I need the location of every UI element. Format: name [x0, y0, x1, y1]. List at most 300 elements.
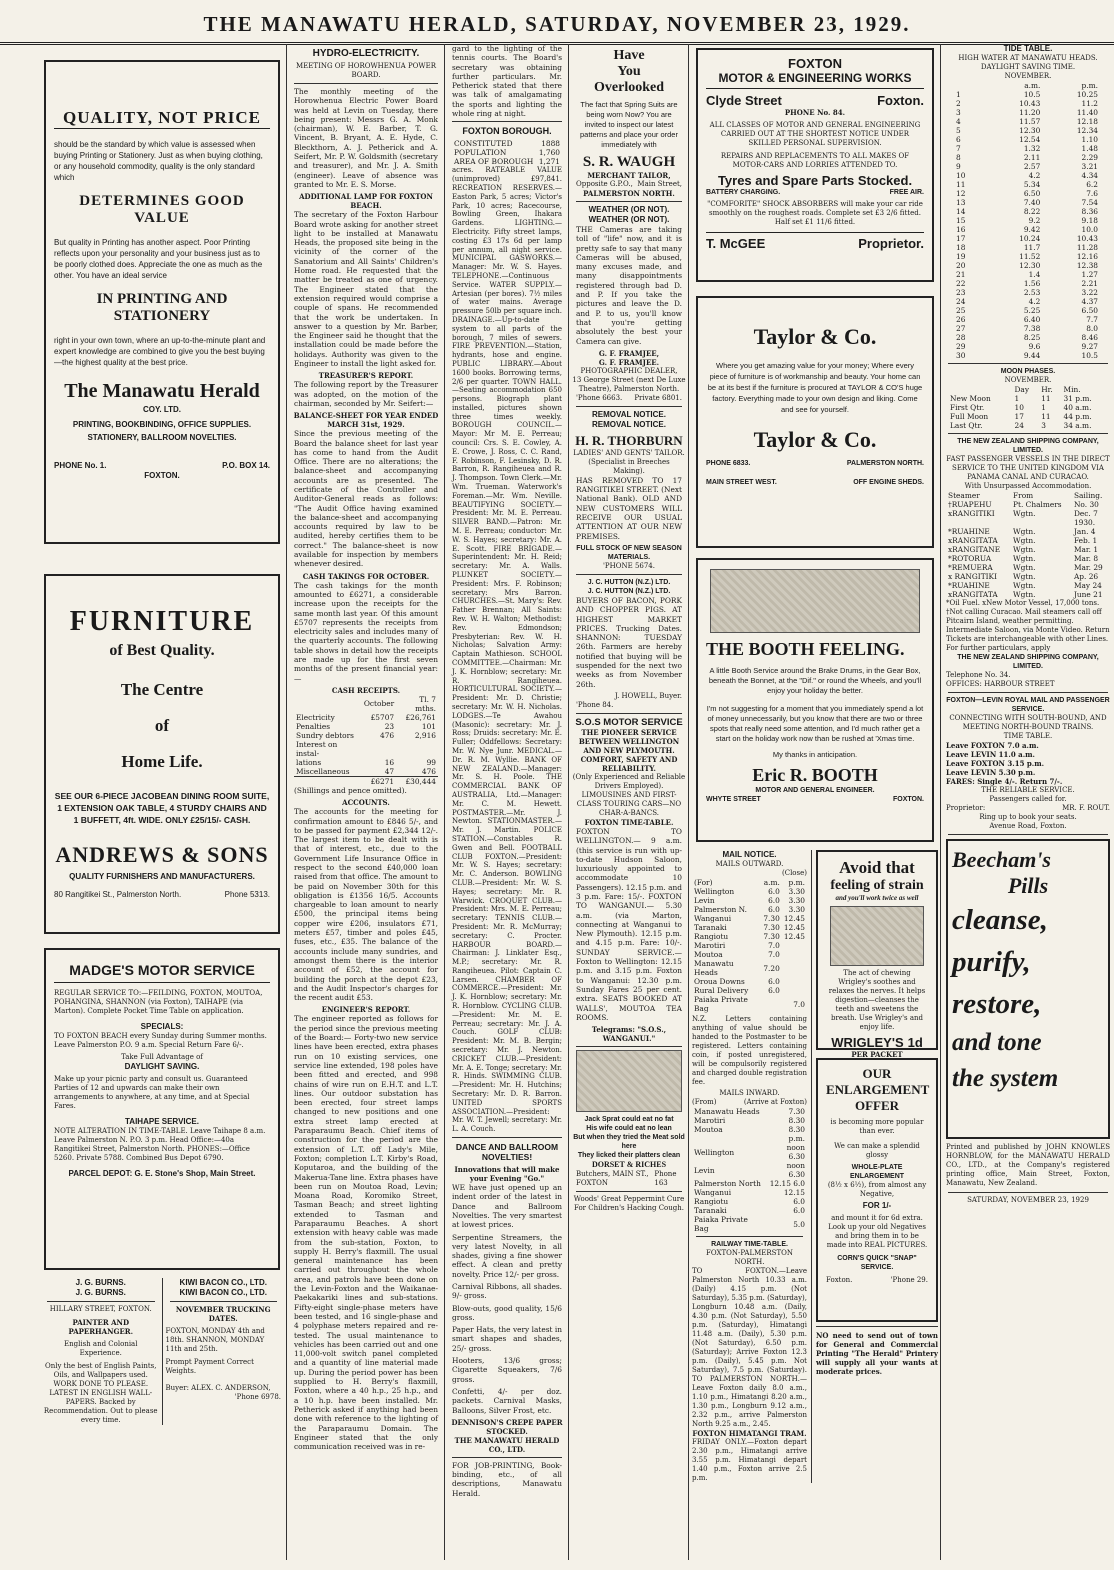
madge-motor-ad	[44, 948, 280, 1270]
table-row: 30 9.44 10.5	[956, 351, 1098, 360]
firm-town: Foxton.	[826, 1276, 853, 1284]
table-row: *RUAHINE Wgtn. May 24	[948, 581, 1102, 590]
firm-name: H. R. THORBURN	[575, 432, 683, 448]
notice-label: (Close)	[781, 869, 807, 877]
ad-text: TO FOXTON BEACH every Sunday during Summer months. Leave Palmerston P.O. 9 a.m. Special Return Fare 6/-.	[54, 1032, 267, 1049]
burns-ad	[40, 1278, 163, 1425]
ad-text: My thanks in anticipation.	[772, 750, 858, 759]
ad-headline: feeling of strain	[830, 878, 924, 893]
table-row: 11 5.34 6.2	[956, 180, 1098, 189]
table-row: CONSTITUTED 1888	[454, 139, 560, 149]
directory-headline: FOXTON BOROUGH.	[462, 126, 552, 137]
article-headline: HYDRO-ELECTRICITY.	[312, 48, 420, 59]
ad-sub: Innovations that will make your Evening "Go."	[454, 1165, 560, 1184]
table-row: 18 11.7 11.28	[956, 243, 1098, 252]
table-row: p.m.	[788, 1134, 805, 1143]
firm-address: HILLARY STREET, FOXTON.	[49, 1305, 152, 1313]
table-row: Levin 6.0 3.30	[694, 896, 805, 905]
tide-subhead: HIGH WATER AT MANAWATU HEADS.	[958, 54, 1098, 62]
firm-name: KIWI BACON CO., LTD.	[179, 1278, 267, 1287]
office-worker-illustration	[830, 906, 924, 966]
ad-text: FOR JOB-PRINTING, Book-binding, etc., of all descriptions, Manawatu Herald.	[452, 1460, 562, 1498]
table-row: 23 2.53 3.22	[956, 288, 1098, 297]
firm-town: PALMERSTON NORTH.	[846, 460, 924, 467]
firm-town: FOXTON.	[144, 471, 180, 480]
firm-name: DORSET & RICHES	[591, 1160, 667, 1170]
sailings-table	[946, 491, 1110, 599]
table-row: Wellington noon 6.30	[694, 1143, 805, 1161]
firm-trade: PAINTER AND PAPERHANGER.	[68, 1318, 134, 1336]
table-row: Oroua Downs 6.0	[694, 977, 780, 986]
article-subhead: MEETING OF HOROWHENUA POWER BOARD.	[296, 62, 436, 79]
ad-text: BATTERY CHARGING.	[706, 189, 781, 196]
service-proprietor: MR. F. ROUT.	[1062, 804, 1110, 812]
ad-text: They licked their platters clean	[577, 1152, 681, 1160]
table-row: x RANGITIKI Wgtn. Ap. 26	[948, 572, 1099, 581]
ad-text: FOXTON TO WELLINGTON.— 9 a.m. (this service is run with up-to-date Hudson Saloon, luxuriously appointed to accommodate 10 Passengers). 12.15 p.m. and 3 p.m. Fare: 15/-. FOXTON TO WANGANUI.— 5.30 a.m. (via Marton, connecting at Wanganui to New Plymouth). 12.15 p.m. and 4.15 p.m. Fare: 10/-. SUNDAY SERVICE.— Foxton to Wellington: 12.15 p.m. and 3.15 p.m. Foxton to Wanganui: 12.30 p.m. Sunday Fares 25 per cent. extra. SEATS BOOKED AT WALLS', MOUTOA TEA ROOMS.	[576, 826, 682, 1022]
ad-text: REPAIRS AND REPLACEMENTS TO ALL MAKES OF MOTOR-CARS AND LORRIES ATTENDED TO.	[720, 152, 910, 169]
table-row: Wellington 6.0 3.30	[694, 887, 805, 896]
table-row: 21 1.4 1.27	[956, 270, 1098, 279]
brand-name: WRIGLEY'S	[831, 1035, 904, 1050]
ad-headline: DANCE AND BALLROOM NOVELTIES!	[455, 1142, 559, 1163]
table-header: Day	[1014, 385, 1030, 394]
shipping-text: OFFICES: HARBOUR STREET	[946, 680, 1055, 688]
firm-phone: PHONE No. 1.	[54, 461, 107, 470]
ad-headline: Overlooked	[594, 80, 664, 95]
column-rule	[940, 44, 941, 1560]
ad-text: NO need to send out of town for General and Commercial Printing "The Herald" Printery will supply all your wants at moderate prices.	[816, 1331, 938, 1376]
table-header: Hr.	[1041, 385, 1053, 394]
table-header: Steamer	[948, 491, 980, 500]
table-row: Rangiotu 7.30 12.45	[694, 932, 805, 941]
notice-subhead: FOXTON-PALMERSTON NORTH.	[705, 1249, 793, 1266]
firm-name: G. F. FRAMJEE.	[598, 357, 660, 367]
ad-text: Jack Sprat could eat no fat	[584, 1116, 674, 1124]
firm-trade: (Specialist in Breeches Making).	[588, 457, 670, 475]
firm-proprietor-title: Proprietor.	[858, 236, 924, 251]
table-row: xRANGITIKI Wgtn. Dec. 7	[948, 509, 1098, 518]
ad-line: The Centre	[120, 680, 204, 699]
table-row: Taranaki 6.0	[694, 1206, 805, 1215]
ad-text: BUYERS OF BACON, PORK AND CHOPPER PIGS. AT HIGHEST MARKET PRICES. Trucking Dates. SHANNON: TUESDAY 26th. Farmers are hereby notified that buying will be suspended for the next two weeks as from November 26th.	[576, 595, 682, 689]
shipping-text: With Unsurpassed Accommodation.	[964, 482, 1092, 490]
table-row: 17 10.24 10.43	[956, 234, 1098, 243]
table-row: Electricity £5707 £26,761	[296, 712, 436, 722]
tide-headline: TIDE TABLE.	[1003, 44, 1053, 53]
moon-month: NOVEMBER.	[1004, 376, 1052, 384]
firm-town: FOXTON.	[893, 796, 924, 803]
table-row: 1930.	[1073, 518, 1096, 527]
column-rule	[568, 44, 569, 1560]
service-subhead: TIME TABLE.	[1003, 732, 1053, 740]
ad-text: A little Booth Service around the Brake Drums, in the Gear Box, beneath the Bonnet, at the "Dif." or round the Wheels, and you'll enjoy your holiday the better.	[708, 666, 922, 695]
table-row: Paiaka Private Bag 5.0	[694, 1215, 805, 1233]
service-time: Leave LEVIN 5.30 p.m.	[946, 768, 1036, 777]
ad-text: But when they tried the Meat sold here	[573, 1134, 685, 1151]
table-row: 27 7.38 8.0	[956, 324, 1098, 333]
table-row: 13 7.40 7.54	[956, 198, 1098, 207]
ad-text: Buyer: ALEX. C. ANDERSON,	[165, 1384, 271, 1392]
notice-text: TO FOXTON.—Leave Palmerston North 10.33 a.m. (Daily) 4.15 p.m. (Not Saturday), 5.35 p.m. (Saturday), Longburn 10.48 a.m. (Daily, 4.30 p.m. (Not Saturday), 5.50 p.m. (Saturday), Himatangi 11.48 a.m. (Daily), 5.30 p.m. (Not Saturday), 6.50 p.m. (Saturday); Arrive Foxton 12.3 p.m. (Daily), 5.45 p.m. Not Saturday), 7.5 p.m. (Saturday). TO PALMERSTON NORTH.— Leave Foxton daily 8.0 a.m., 1.10 p.m., Himatangi 8.20 a.m., 1.30 p.m., Longburn 9.12 a.m., 2.32 p.m., arrive Palmerston North 9.25 a.m., 2.45.	[692, 1267, 807, 1428]
table-row: 8 2.11 2.29	[956, 153, 1098, 162]
firm-address: Main Street,	[637, 180, 682, 188]
ad-headline: MADGE'S MOTOR SERVICE	[54, 962, 270, 983]
firm-phone: 'Phone 6663.	[576, 393, 623, 402]
article-paragraph: The cash takings for the month amounted to £6271, a considerable increase upon the receipts for the same month last year. Of this amount £5707 represents the receipts from electricity sales and includes many of the quarterly accounts. The following table shows in detail how the receipts are made up for the first seven months of the present financial year:—	[294, 580, 438, 683]
column-rule	[286, 44, 287, 1560]
mail-notice	[692, 850, 812, 1483]
price: 1d	[907, 1035, 923, 1050]
table-row: *REMUERA Wgtn. Mar. 29	[948, 563, 1103, 572]
firm-phone: PHONE No. 84.	[784, 108, 846, 117]
cash-receipts-table	[294, 695, 438, 786]
ad-text: Hooters, 13/6 gross; Cigarette Squeakers, 7/6 gross.	[452, 1356, 562, 1384]
ad-headline: FOXTON	[788, 56, 842, 71]
table-row: £6271 £30,444	[294, 776, 438, 786]
column-rule	[688, 44, 689, 1560]
ad-text: J. HOWELL, Buyer.	[614, 691, 682, 700]
table-row: lations 16 99	[296, 757, 436, 767]
firm-phone: PHONE 6833.	[706, 460, 751, 467]
directory-text: acres. RATEABLE VALUE (unimproved) £97,841. RECREATION RESERVES.—Easton Park, 5 acres; Victor's Park, 10 acres; Racecourse, Bowling Green, Ihakara Gardens. LIGHTING.—Electricity. Fifty street lamps, costing £3 17s 6d per lamp per annum, all night service. MUNICIPAL GASWORKS.—Manager: Mr. W. S. Hayes. TELEPHONE.—Continuous Service. WATER SUPPLY.—Artesian (per bores). 7½ miles of water mains. Average pressure 50lb per square inch. DRAINAGE.—Up-to-date system to all parts of the borough, 7 miles of sewers. FIRE PREVENTION.—Station, hydrants, hose and engine. PUBLIC LIBRARY.—About 1600 books. Borrowing terms, 2/6 per quarter. TOWN HALL.—Seating accommodation 650 persons. Biograph plant installed, pictures shown three times weekly. BOROUGH COUNCIL.—Mayor: Mr M. E. Perreau; council: Crs. S. E. Cowley, A. E. Crowe, J. Ross, C. C. Rand, F. Robinson, F. Lesinsky, D. R. Barron, R. Rangiheuea and R. J. Thompson. Town Clerk.—Mr. Wm. Trueman. Waterwork's Foreman.—Mr. Wm. Neville. BEAUTIFYING SOCIETY.—President: Mr. M. E. Perreau. SILVER BAND.—Patron: Mr. M. E. Perreau; conductor: Mr. W. S. Hayes; secretary: Mr. A. E. Scott. FIRE BRIGADE.—Superintendent: Mr. H. Reid; secretary: Mr. A. Walls. PLUNKET SOCIETY.—President: Mrs. F. Robinson; secretary: Mrs Barron. CHURCHES.—St. Mary's: Rev. Father Brennan; All Saints: Rev. W. H. Walton; Methodist: Rev. Edmondson; Presbyterian: Rev. W. H. Nicholas; Salvation Army: Captain Mathieson. SCHOOL COMMITTEE.—Chairman: Mr. J. K. Hornblow; secretary: Mr. R. Rangiheuea. HORTICULTURAL SOCIETY.—President: Mr. D. Christie; secretary: Mr. W. H. Nicholas. LODGES.—Te Awahou (Masonic): secretary: Mr. J. Ross; Druids: secretary: Mr. E. Fuller; Oddfellows: Secretary: Mr. W. Nye Junr. MEDICAL.—Dr. R. M. Wyllie. BANK OF NEW ZEALAND.—Manager: Mr. S. H. Poole. THE COMMERCIAL BANK OF AUSTRALIA, Ltd.—Manager: Mr. C. M. Hewett. POSTMASTER.—Mr. J. Newton. STATIONMASTER.—Mr. J. Martin. POLICE STATION.—Constables R. Gwen and Bell. FOOTBALL CLUB FOXTON.—President: Mr. W. S. Hayes; secretary: Mr. C. Anderson. BOWLING CLUB.—President: Mr. W. S. Hayes; secretary: Mr. R. Warwick. CROQUET CLUB.—President: Mrs. M. E. Perreau; secretary: TENNIS CLUB.—President: Mr. R. McMurray; secretary: C. Procter. HARBOUR BOARD.—Chairman: J. Linklater Esq., M.P.; secretary: Mr. R. Rangiheuea. Pilot: Captain C. Larsen. CHAMBER OF COMMERCE.—President: Mr. J. K. Hornblow; secretary: Mr. R. Hornblow. CYCLING CLUB.—President: Mr. M. E. Perreau; secretary: Mr. J. A. Couch. GOLF CLUB: President: Mr. M. B. Bergin; secretary: Mr. J. Newton. CRICKET CLUB.—President: Mr. A. E. Tonge; secretary: Mr. R. Hinds. SWIMMING CLUB.—President: Mr. H. Hutchins; Secretary: Mr. D. R. Barron. UNITED SPORTS ASSOCIATION.—President: Mr. W. T. Jewell; secretary: Mr. L. A. Couch.	[452, 166, 562, 1134]
firm-trade: MOTOR AND GENERAL ENGINEER.	[755, 787, 875, 794]
firm-name: Taylor & Co.	[753, 427, 877, 452]
ad-subhead: WHOLE-PLATE ENLARGEMENT	[849, 1164, 905, 1180]
ad-firm: DENNISON'S CREPE PAPER STOCKED.	[451, 1417, 563, 1436]
mail-inward-table	[692, 1107, 807, 1233]
ad-subhead: THE PIONEER SERVICE BETWEEN WELLINGTON AND NEW PLYMOUTH.	[578, 727, 680, 755]
ad-text: WE have just opened up an indent order of the latest in Dance and Ballroom Novelties. The very smartest at lowest prices.	[452, 1183, 562, 1230]
ad-text: Only the best of English Paints, Oils, and Wallpapers used. WORK DONE TO PLEASE. LATEST IN ENGLISH WALL-PAPERS. Backed by Recommendation. Out to please every time.	[43, 1362, 158, 1424]
service-text: THE RELIABLE SERVICE.	[981, 786, 1075, 794]
table-row: Marotiri 8.30	[694, 1116, 805, 1125]
ad-subhead: TAIHAPE SERVICE.	[125, 1117, 199, 1126]
shipping-text: FAST PASSENGER VESSELS IN THE DIRECT SERVICE TO THE UNITED KINGDOM VIA PANAMA CANAL AND CURACAO.	[946, 455, 1110, 481]
table-row: Levin noon 6.30	[694, 1161, 805, 1179]
table-header: Min.	[1063, 385, 1081, 394]
ad-text: Carnival Ribbons, all shades. 9/- gross.	[452, 1282, 562, 1301]
table-row: xRANGITANE Wgtn. Mar. 1	[948, 545, 1099, 554]
service-text: Ring up to book your seats.	[979, 813, 1077, 821]
ad-headline: WEATHER (OR NOT).	[588, 205, 670, 214]
table-row: Moutoa 8.30	[694, 1125, 805, 1134]
table-row: 19 11.52 12.16	[956, 252, 1098, 261]
enlargement-offer-ad	[816, 1058, 938, 1322]
article-paragraph: (Shillings and pence omitted).	[294, 785, 407, 795]
table-header: From	[1013, 491, 1034, 500]
table-header: (From)	[692, 1098, 717, 1106]
ad-headline: Beecham's	[952, 847, 1051, 872]
service-label: Proprietor:	[946, 804, 986, 812]
table-title: CASH RECEIPTS.	[331, 685, 401, 695]
ad-text: NOTE ALTERATION IN TIME-TABLE. Leave Taihape 8 a.m. Leave Palmerston N. P.O. 3 p.m. Head Office:—40a Rangitikei Street, Palmerston North. PHONES:—Office 5260. Private 5788. Combined Bus Depot 6790.	[54, 1127, 266, 1162]
table-header: (For)	[694, 878, 713, 887]
table-row: 2 10.43 11.2	[956, 99, 1098, 108]
article-subhead: BALANCE-SHEET FOR YEAR ENDED MARCH 31st, 1929.	[293, 411, 439, 430]
table-row: Manawatu Heads 7.30	[694, 1107, 805, 1116]
ad-text: We can make a splendid glossy	[834, 1142, 920, 1159]
table-row: 1 10.5 10.25	[956, 90, 1098, 99]
ad-headline: MOTOR & ENGINEERING WORKS	[706, 71, 924, 89]
ad-text: His wife could eat no lean	[586, 1125, 672, 1133]
firm-address: Opposite G.P.O.,	[576, 180, 633, 188]
beechams-pills-ad	[946, 839, 1110, 1139]
ad-text: The fact that Spring Suits are being worn Now? You are invited to inspect our latest patterns and place your order immediately with	[580, 100, 678, 149]
table-header: a.m.	[1024, 81, 1041, 90]
ad-headline: S.O.S MOTOR SERVICE	[575, 716, 683, 728]
table-row: New Moon 1 11 31 p.m.	[950, 394, 1092, 403]
firm-line: PRINTING, BOOKBINDING, OFFICE SUPPLIES.	[72, 420, 252, 429]
ad-text: But quality in Printing has another aspect. Poor Printing reflects upon your personality and your business just as to be poorly clothed does. Appreciate the one as much as the other. You have an ideal service	[54, 238, 263, 280]
ad-headline: purify,	[952, 946, 1031, 978]
table-row: 29 9.6 9.27	[956, 342, 1098, 351]
ad-subhead: PARCEL DEPOT: G. E. Stone's Shop, Main Street.	[68, 1169, 256, 1178]
notice-headline: MAIL NOTICE.	[722, 850, 777, 859]
ad-headline: Have	[613, 48, 645, 63]
ad-sub: and you'll work twice as well	[835, 894, 919, 902]
ad-headline: Tyres and Spare Parts Stocked.	[717, 173, 913, 188]
ad-headline: WEATHER (OR NOT).	[588, 215, 670, 224]
notice-subhead: MAILS INWARD.	[719, 1089, 780, 1097]
ad-line: of	[154, 716, 170, 735]
ad-text: The act of chewing Wrigley's soothes and relaxes the nerves. It helps digestion—cleanses the teeth and sweetens the breath. Use Wrigley's and enjoy life.	[828, 969, 926, 1031]
firm-name: J. C. HUTTON (N.Z.) LTD.	[587, 587, 671, 595]
article-subhead: TREASURER'S REPORT.	[318, 371, 414, 381]
table-row: xRANGITATA Wgtn. June 21	[948, 590, 1103, 599]
ad-headline: IN PRINTING AND STATIONERY	[96, 291, 228, 324]
ad-text: is becoming more popular than ever.	[830, 1118, 924, 1135]
table-row: POPULATION 1,760	[454, 148, 560, 158]
firm-town: PALMERSTON NORTH.	[583, 189, 675, 198]
firm-address: OFF ENGINE SHEDS.	[853, 479, 924, 486]
table-row: xRANGITATA Wgtn. Feb. 1	[948, 536, 1098, 545]
ad-text: Make up your picnic party and consult us. Guaranteed Parties of 12 and upwards can make their own arrangements to anywhere, at any time, and at Special Fares.	[54, 1075, 250, 1110]
ad-text: Woods' Great Peppermint Cure For Children's Hacking Cough.	[573, 1195, 685, 1213]
table-row: 24 4.2 4.37	[956, 297, 1098, 306]
ad-headline: Avoid that	[839, 858, 915, 877]
moon-table	[948, 385, 1108, 430]
ad-text: HAS REMOVED TO 17 RANGITIKEI STREET. (Next National Bank). OLD AND NEW CUSTOMERS WILL RECEIVE OUR USUAL ATTENTION AT OUR NEW PREMISES.	[576, 475, 682, 541]
column-7	[944, 44, 1112, 1560]
tide-table	[954, 81, 1100, 360]
firm-phone: Phone 5313.	[224, 890, 270, 899]
firm-name: Eric R. BOOTH	[752, 765, 878, 785]
ad-headline: THE BOOTH FEELING.	[706, 639, 905, 659]
herald-printing-ad	[44, 60, 280, 544]
ad-headline: ENLARGEMENT	[826, 1082, 930, 1097]
table-row: First Qtr. 10 1 40 a.m.	[950, 403, 1092, 412]
ad-headline: You	[617, 64, 641, 79]
andrews-furniture-ad	[44, 574, 280, 934]
table-row: Full Moon 17 11 44 p.m.	[950, 412, 1092, 421]
ad-street: Clyde Street	[706, 93, 782, 108]
shipping-text: Telephone No. 34.	[946, 671, 1011, 679]
ad-headline: Pills	[1007, 873, 1049, 898]
taylor-furniture-ad	[696, 296, 934, 548]
firm-phone: Private 6801.	[634, 393, 682, 402]
firm-proprietor: T. McGEE	[706, 236, 766, 251]
column-6	[812, 850, 938, 1483]
table-row: 6 12.54 1.10	[956, 135, 1098, 144]
article-paragraph: The monthly meeting of the Horowhenua Electric Power Board was held at Levin on Tuesday, there being present: Messrs G. A. Monk (chairman), W. E. Barber, T. G. Vincent, B. Bryant, A. E. Hyde, C. Bleckthorn, A. J. Petherick and A. Seifert, Mr. P. W. Goldsmith (secretary and treasurer), and Mr. J. A. Smith (engineer). Leave of absence was granted to Mr. E. S. Morse.	[294, 87, 438, 189]
firm-address: MAIN STREET WEST.	[706, 479, 777, 486]
ad-text: (Only Experienced and Reliable Drivers Employed). LIMOUSINES AND FIRST-CLASS TOURING CARS—NO CHAR-A-BANCS.	[572, 772, 686, 817]
firm-address: WHYTE STREET	[706, 796, 761, 803]
firm-line: STATIONERY, BALLROOM NOVELTIES.	[87, 433, 237, 442]
firm-name: ANDREWS & SONS	[55, 842, 269, 867]
ad-subhead: DAYLIGHT SAVING.	[124, 1062, 200, 1071]
table-row: †RUAPEHU Pt. Chalmers No. 30	[948, 500, 1099, 509]
table-row: Marotiri 7.0	[694, 941, 780, 950]
ad-text: 'Phone 6978.	[234, 1393, 281, 1401]
shipping-text: *Oil Fuel. xNew Motor Vessel, 17,000 tons. †Not calling Curacao. Mail steamers call off Pitcairn Island, weather permitting. Intermediate Saloon, via Monte Video. Return Tickets are interchangeable with other Lines. For further particulars, apply	[946, 599, 1110, 652]
ad-subhead: CORN'S QUICK "SNAP" SERVICE.	[837, 1255, 917, 1271]
ad-text: SEE OUR 6-PIECE JACOBEAN DINING ROOM SUITE, 1 EXTENSION OAK TABLE, 4 STURDY CHAIRS AND 1 BUFFETT, 4ft. WIDE. ONLY £25/15/- CASH.	[54, 791, 270, 825]
ad-subhead: SPECIALS:	[140, 1022, 184, 1031]
ad-text: Where you get amazing value for your money; Where every piece of furniture is of workmanship and beauty. Your home can be at its best if the furniture is procured at TAYLOR & CO'S huge factory. Everything made to your own design and liking. Come and see for yourself.	[707, 361, 923, 414]
table-row: 25 5.25 6.50	[956, 306, 1098, 315]
service-text: CONNECTING WITH SOUTH-BOUND, AND MEETING NORTH-BOUND TRAINS.	[949, 714, 1107, 731]
ad-firm: THE MANAWATU HERALD CO., LTD.	[454, 1435, 560, 1454]
firm-name: Taylor & Co.	[753, 324, 877, 349]
table-header: Tl. 7 mths.	[415, 694, 436, 713]
article-subhead: ADDITIONAL LAMP FOR FOXTON BEACH.	[299, 192, 433, 211]
ad-text: "COMFORITE" SHOCK ABSORBERS will make your car ride smoothly on the roughest roads. Complete set £3 2/6 fitted. Half set £1 11/6 fitted.	[707, 200, 923, 226]
table-header: a.m.	[763, 878, 780, 887]
table-header: p.m.	[788, 878, 805, 887]
table-row: *RUAHINE Wgtn. Jan. 4	[948, 527, 1096, 536]
column-2	[290, 44, 442, 1560]
firm-name: KIWI BACON CO., LTD.	[179, 1288, 267, 1297]
jack-sprat-illustration	[576, 1050, 682, 1112]
ad-text: REGULAR SERVICE TO:—FEILDING, FOXTON, MOUTOA, POHANGINA, SHANNON (via Foxton), TAIHAPE (via Marton). Complete Pocket Time Table on application.	[54, 989, 263, 1015]
ad-headline: cleanse,	[952, 904, 1048, 936]
ad-text: English and Colonial Experience.	[64, 1340, 138, 1357]
firm-name: J. G. BURNS.	[75, 1288, 126, 1297]
firm-trade: LADIES' AND GENTS' TAILOR.	[573, 448, 685, 457]
table-row: 16 9.42 10.0	[956, 225, 1098, 234]
shipping-firm: THE NEW ZEALAND SHIPPING COMPANY, LIMITED.	[957, 654, 1099, 670]
firm-trade: PHOTOGRAPHIC DEALER,	[580, 366, 678, 375]
notice-subhead: FOXTON HIMATANGI TRAM.	[692, 1429, 807, 1438]
firm-trade: MERCHANT TAILOR,	[587, 171, 671, 180]
table-row: Rural Delivery 6.0	[694, 986, 780, 995]
ad-line: Home Life.	[121, 752, 203, 771]
table-header: p.m.	[1081, 81, 1098, 90]
ad-text: Take Full Advantage of	[121, 1053, 203, 1061]
ad-text: FREE AIR.	[889, 189, 924, 196]
article-paragraph: The accounts for the meeting for confirmation amount to £846 5/-, and to be passed for payment £2,344 12/-. The largest item to be dealt with is that of interest, etc., due to the Government Life Insurance Office in respect to the second £40,000 loan raised from that office. The amount to be paid on November 30th for this obligation is £1356 16/5. Accounts chargeable to loan amount to nearly £500, the principal items being copper wire £206, insulators £71, meters £57, timber and poles £45, fuses, etc., £35. The balance of the accounts include many sundries, and amongst them there is the interior account of £52, the account for building the porch at the depot £23, and the Audit Inspector's charges for the recent audit £53.	[294, 807, 438, 1003]
table-row: Paiaka Private Bag 7.0	[694, 995, 805, 1013]
ad-text: Confetti, 4/- per doz. packets. Carnival Masks, Balloons, Silver Frost, etc.	[452, 1386, 562, 1415]
ad-text: and mount it for 6d extra. Look up your old Negatives and bring them in to be made into REAL PICTURES.	[826, 1214, 928, 1249]
table-row: 12 6.50 7.6	[956, 189, 1098, 198]
price-unit: PER PACKET	[851, 1050, 903, 1059]
notice-text: FRIDAY ONLY.—Foxton depart 2.30 p.m., Himatangi arrive 3.55 p.m. Himatangi depart 1.40 p.m., Foxton arrive 2.5 p.m.	[692, 1438, 807, 1482]
kiwi-bacon-ad	[163, 1278, 285, 1425]
table-row: Palmerston North 12.15 6.0	[694, 1179, 805, 1188]
mail-outward-table	[692, 878, 807, 1013]
booth-motor-ad	[696, 558, 934, 842]
service-fares: FARES: Single 4/-. Return 7/-.	[946, 777, 1063, 786]
table-row: *ROTORUA Wgtn. Mar. 8	[948, 554, 1099, 563]
tide-month: NOVEMBER.	[1004, 72, 1052, 80]
column-rule	[444, 44, 445, 1560]
ad-headline: REMOVAL NOTICE.	[592, 419, 666, 429]
column-3	[448, 44, 566, 1560]
firm-sub: COY. LTD.	[142, 405, 182, 414]
table-row: Rangiotu 6.0	[694, 1197, 805, 1206]
table-row: Moutoa 7.0	[694, 950, 780, 959]
firm-phone: Phone 163	[654, 1170, 677, 1188]
table-row: Wanganui 7.30 12.45	[694, 914, 805, 923]
table-row: Sundry debtors 476 2,916	[296, 730, 436, 740]
firm-address: 13 George Street (next De Luxe Theatre), Palmerston North.	[572, 375, 686, 393]
wrigleys-ad	[816, 850, 938, 1059]
table-row: 22 1.56 2.21	[956, 279, 1098, 288]
article-paragraph: The following report by the Treasurer was adopted, on the motion of the chairman, seconded by Mr. Seifert:—	[294, 380, 438, 408]
ad-text: Paper Hats, the very latest in smart shapes and shades, 25/- gross.	[452, 1325, 562, 1353]
ad-headline: and tone	[952, 1029, 1042, 1056]
firm-address: 80 Rangitikei St., Palmerston North.	[54, 890, 182, 899]
table-row: 15 9.2 9.18	[956, 216, 1098, 225]
article-paragraph: The secretary of the Foxton Harbour Board wrote asking for another street light to be installed at Manawatu Heads, the proposed site being in the vicinity of the corner of the Sanatorium and All Saints' Children's Home road. He requested that the matter be treated as one of urgency. The Engineer stated that the extension required would comprise a couple of spans. He recommended that the work be undertaken. In answer to a question by Mr. Barber, the Engineer said he thought that the installation could be made before the holidays. Authority was given to the Engineer to install the light asked for.	[294, 210, 438, 369]
table-row: Penalties 23 101	[296, 721, 436, 731]
column-1	[40, 44, 284, 1560]
ad-subhead: NOVEMBER TRUCKING DATES.	[175, 1305, 271, 1323]
table-row: 10 4.2 4.34	[956, 171, 1098, 180]
article-paragraph: gard to the lighting of the tennis courts. The Board's secretary was obtaining further particulars. Mr. Petherick stated that there was talk of amalgamating the sports and lighting the whole ring at night.	[452, 44, 562, 119]
table-header: October	[363, 699, 395, 709]
firm-phone: 'PHONE 5674.	[603, 561, 655, 570]
firm-name: S. R. WAUGH	[582, 154, 676, 170]
ad-sub: of Best Quality.	[109, 642, 215, 659]
motor-car-illustration	[710, 569, 920, 633]
article-paragraph: The engineer reported as follows for the period since the previous meeting of the Board:— Forty-two new service lines have been erected, extra phases run on 10 existing services, one service line extended, 198 poles have been fitted and erected, and 998 chains of wire run on E.H.T. and L.T. lines. Our outdoor substation has been erected, four street lamps changed to new positions and one extra street lamp erected at Paraparaumu Beach. Chief items of construction for the period are the extension of L.T. off Lady's Mile, Foxton; completion L.T. Kirby's Road, Koputaroa, and the building of the Makerua-Tane line. Extra phases have been run on Moutoa Road, Levin; Moana Road, Koromiko Street, Tasman Beach; and street lighting extended to Tasman and Paraparaumu Beaches. A short extension with heavy cable was made from the sub-station, Foxton, to supply H. Berry's flaxmill. The usual general maintenance has been carried out throughout the whole area, and patrols have been done on the Levin-Foxton and the Waikanae-Paekakariki lines and sub-stations. Fifty-eight single-phase meters have been tested, and 16 single-phase and 4 polyphase meters repaired and re-tested. The usual maintenance to vehicles has been carried out and one 11,000-volt switch panel completed and a quantity of line material made up. During the period power has been supplied to H. Berry's flaxmill, Foxton, where a 40 h.p., 25 h.p., and a 10 h.p. have been installed. Mr. Petherick asked if anything had been done with reference to the lighting of the Paraparaumu Domain. The Engineer stated that the only communication received was in re-	[294, 1014, 438, 1452]
imprint: Printed and published by JOHN KNOWLES HORNBLOW, for the MANAWATU HERALD CO., LTD., at the Company's registered printing office, Main Street, Foxton, Manawatu, New Zealand.	[946, 1143, 1110, 1187]
service-headline: FOXTON—LEVIN ROYAL MAIL AND PASSENGER SERVICE.	[946, 697, 1110, 713]
article-subhead: ACCOUNTS.	[342, 798, 390, 808]
article-subhead: CASH TAKINGS FOR OCTOBER.	[302, 571, 430, 581]
service-time: Leave FOXTON 7.0 a.m.	[946, 741, 1039, 750]
service-text: Avenue Road, Foxton.	[989, 822, 1067, 830]
firm-tag: QUALITY FURNISHERS AND MANUFACTURERS.	[69, 872, 255, 881]
article-paragraph: Since the previous meeting of the Board the balance sheet for last year has come to hand from the Audit Office. There are no alterations; the balance-sheet and accompanying accounts are as presented. The certificate of the Controller and Auditor-General reads as follows: "The Audit Office having examined the balance-sheet and accompanying accounts required by law to be audited, hereby certifies them to be correct." The balance-sheet is now available for inspection by members whenever desired.	[294, 429, 438, 569]
ad-text: FOXTON, MONDAY 4th and 18th. SHANNON, MONDAY 11th and 25th.	[165, 1327, 265, 1353]
service-time: Leave LEVIN 11.0 a.m.	[946, 750, 1035, 759]
ad-headline: OUR	[862, 1066, 892, 1081]
table-row: Palmerston N. 6.0 3.30	[694, 905, 805, 914]
price: FOR 1/-	[862, 1201, 892, 1210]
shipping-headline: THE NEW ZEALAND SHIPPING COMPANY, LIMITED.	[957, 438, 1099, 454]
moon-headline: MOON PHASES.	[1000, 368, 1056, 375]
firm-phone: 'Phone 84.	[576, 700, 614, 709]
firm-address: Butchers, MAIN ST., FOXTON	[576, 1170, 649, 1188]
ad-headline: the system	[952, 1065, 1059, 1092]
service-time: Leave FOXTON 3.15 p.m.	[946, 759, 1045, 768]
masthead: THE MANAWATU HERALD, SATURDAY, NOVEMBER 23, 1929.	[0, 12, 1114, 45]
table-row: 28 8.25 8.46	[956, 333, 1098, 342]
table-row: 5 12.30 12.34	[956, 126, 1098, 135]
foxton-motor-ad	[696, 48, 934, 282]
table-row: 4 11.57 12.18	[956, 117, 1098, 126]
table-row: 14 8.22 8.36	[956, 207, 1098, 216]
ad-text: right in your own town, where an up-to-the-minute plant and expert knowledge are combined to give you the best buying—the highest quality at the best price.	[54, 336, 266, 367]
borough-facts	[452, 139, 562, 166]
ad-text: (8½ x 6½), from almost any Negative,	[827, 1181, 927, 1198]
table-header: Sailing.	[1073, 491, 1103, 500]
